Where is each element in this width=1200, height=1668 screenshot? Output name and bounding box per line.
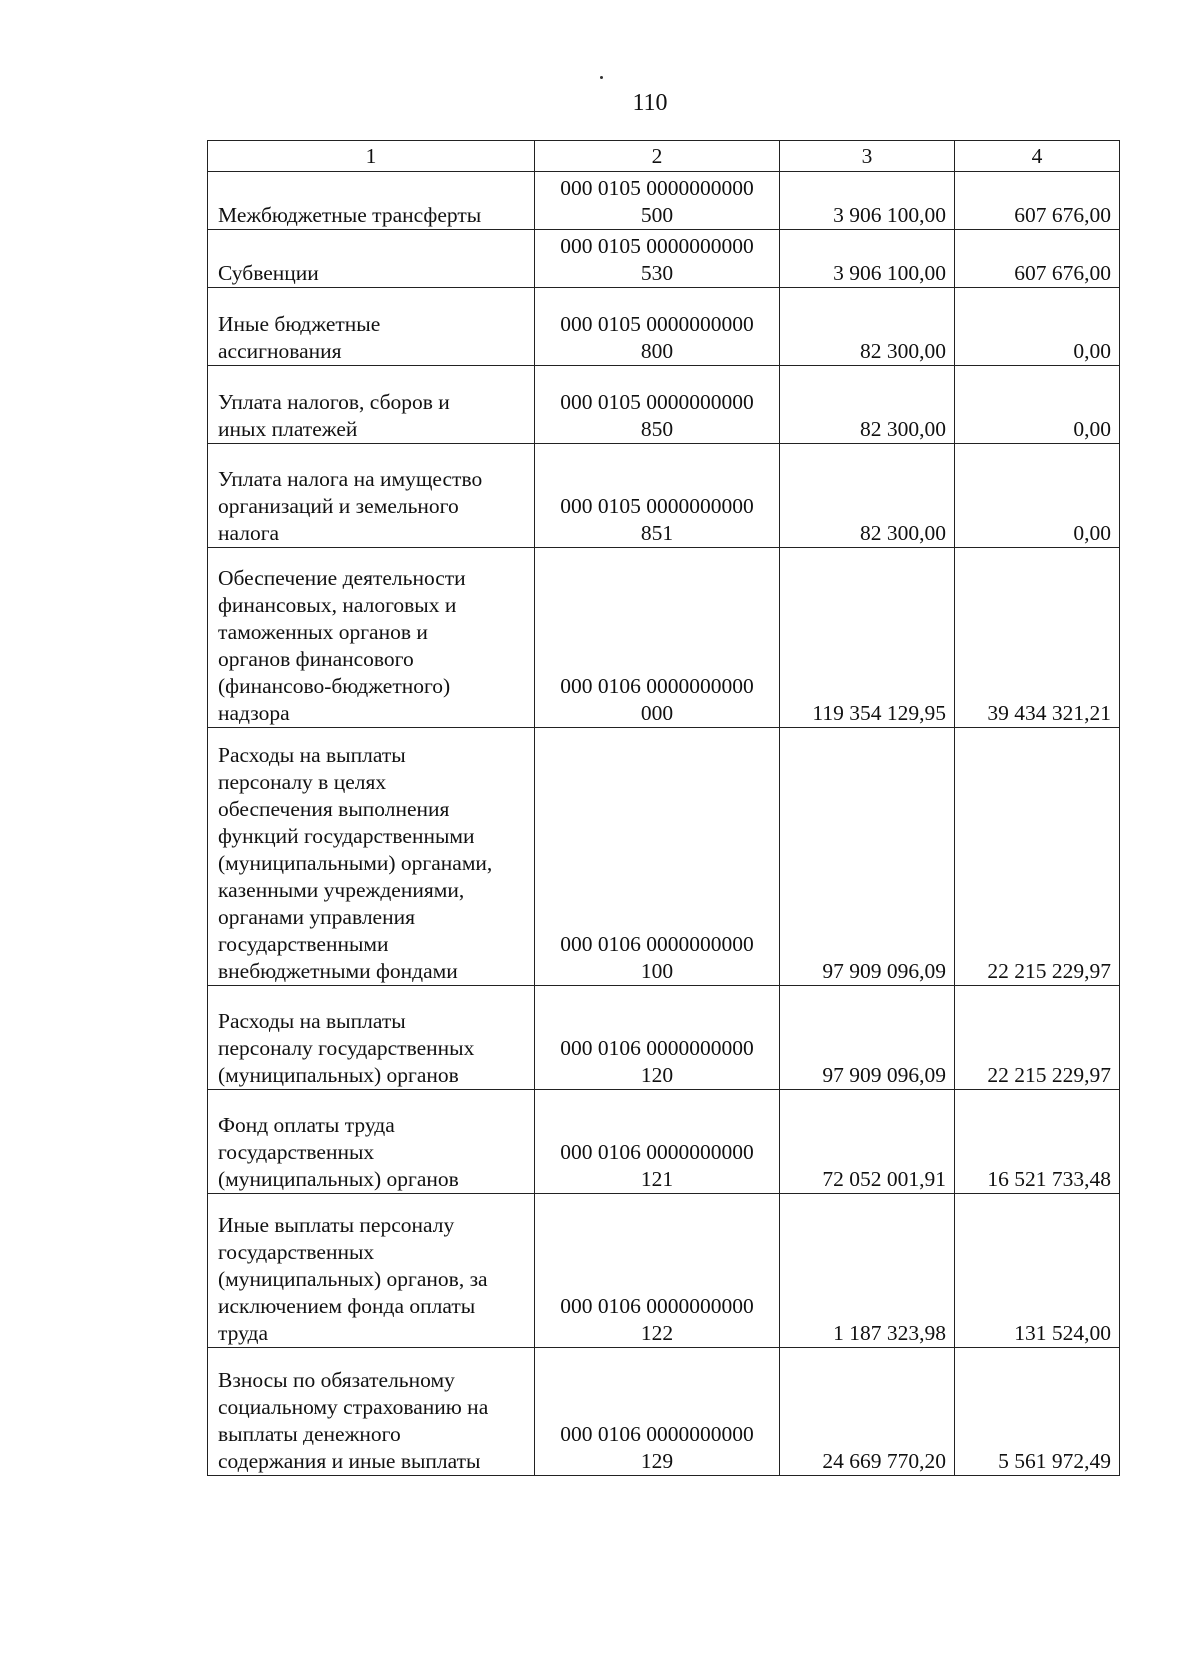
column-header-3: 3 <box>780 141 955 172</box>
table-row <box>208 366 1120 444</box>
row-name-line: Взносы по обязательному <box>218 1368 455 1392</box>
row-code-line: 129 <box>640 1449 674 1473</box>
row-code-line: 000 0105 0000000000 <box>560 234 754 258</box>
row-code-line: 500 <box>640 203 674 227</box>
budget-table <box>207 140 1120 1476</box>
row-name-cell <box>208 1194 535 1348</box>
row-name-line: органов финансового <box>218 647 414 671</box>
row-name-cell <box>208 366 535 444</box>
row-code-line: 530 <box>640 261 674 285</box>
row-name-cell <box>208 172 535 230</box>
table-row <box>208 1090 1120 1194</box>
header-row <box>208 141 1120 172</box>
row-name-line: Обеспечение деятельности <box>218 566 466 590</box>
row-name-line: государственных <box>218 1240 375 1264</box>
row-name-line: внебюджетными фондами <box>218 959 458 983</box>
row-code-line: 000 0106 0000000000 <box>560 932 754 956</box>
row-code-cell <box>535 728 780 986</box>
row-value-col4: 22 215 229,97 <box>955 986 1120 1090</box>
table-row <box>208 172 1120 230</box>
row-value-col3: 82 300,00 <box>780 288 955 366</box>
page-number: 110 <box>632 90 668 116</box>
row-name-cell <box>208 728 535 986</box>
table-row <box>208 230 1120 288</box>
row-name-line: иных платежей <box>218 417 358 441</box>
row-code-cell <box>535 1194 780 1348</box>
row-code-cell <box>535 1090 780 1194</box>
row-name-line: ассигнования <box>218 339 342 363</box>
row-code-cell <box>535 444 780 548</box>
table-body <box>208 172 1120 1476</box>
row-value-col4: 39 434 321,21 <box>955 548 1120 728</box>
row-value-col3: 72 052 001,91 <box>780 1090 955 1194</box>
row-name-line: Иные бюджетные <box>218 312 381 336</box>
row-name-line: социальному страхованию на <box>218 1395 489 1419</box>
table-row <box>208 986 1120 1090</box>
row-name-line: (финансово-бюджетного) <box>218 674 451 698</box>
row-value-col4: 0,00 <box>955 288 1120 366</box>
row-code-cell <box>535 172 780 230</box>
row-value-col4: 0,00 <box>955 444 1120 548</box>
row-name-cell <box>208 230 535 288</box>
row-code-cell <box>535 366 780 444</box>
row-name-line: Уплата налогов, сборов и <box>218 390 450 414</box>
row-code-line: 800 <box>640 339 674 363</box>
scan-speck <box>600 76 603 79</box>
row-name-line: функций государственными <box>218 824 475 848</box>
table-row <box>208 1348 1120 1476</box>
row-code-line: 000 0106 0000000000 <box>560 674 754 698</box>
row-code-line: 000 <box>640 701 674 725</box>
row-code-line: 000 0105 0000000000 <box>560 494 754 518</box>
row-name-line: (муниципальных) органов <box>218 1167 459 1191</box>
row-code-line: 000 0106 0000000000 <box>560 1422 754 1446</box>
table-row <box>208 548 1120 728</box>
row-name-cell <box>208 1348 535 1476</box>
row-value-col4: 22 215 229,97 <box>955 728 1120 986</box>
row-name-line: Расходы на выплаты <box>218 743 406 767</box>
column-header-4: 4 <box>955 141 1120 172</box>
row-code-cell <box>535 548 780 728</box>
row-name-line: исключением фонда оплаты <box>218 1294 476 1318</box>
row-value-col3: 82 300,00 <box>780 444 955 548</box>
row-name-line: казенными учреждениями, <box>218 878 465 902</box>
row-name-line: персоналу государственных <box>218 1036 475 1060</box>
row-value-col3: 119 354 129,95 <box>780 548 955 728</box>
row-value-col3: 24 669 770,20 <box>780 1348 955 1476</box>
row-value-col3: 82 300,00 <box>780 366 955 444</box>
row-name-line: Субвенции <box>218 261 319 285</box>
row-name-line: Расходы на выплаты <box>218 1009 406 1033</box>
row-value-col3: 1 187 323,98 <box>780 1194 955 1348</box>
row-name-line: таможенных органов и <box>218 620 428 644</box>
row-name-cell <box>208 288 535 366</box>
row-value-col4: 0,00 <box>955 366 1120 444</box>
row-code-line: 000 0105 0000000000 <box>560 312 754 336</box>
row-name-line: выплаты денежного <box>218 1422 401 1446</box>
row-code-line: 000 0105 0000000000 <box>560 390 754 414</box>
row-name-line: (муниципальными) органами, <box>218 851 493 875</box>
column-header-1: 1 <box>208 141 535 172</box>
row-code-line: 121 <box>640 1167 674 1191</box>
row-value-col3: 3 906 100,00 <box>780 230 955 288</box>
row-name-line: (муниципальных) органов <box>218 1063 459 1087</box>
row-value-col3: 97 909 096,09 <box>780 728 955 986</box>
row-code-line: 000 0106 0000000000 <box>560 1140 754 1164</box>
row-name-line: Фонд оплаты труда <box>218 1113 395 1137</box>
row-value-col4: 607 676,00 <box>955 230 1120 288</box>
row-name-line: государственных <box>218 1140 375 1164</box>
table-row <box>208 728 1120 986</box>
row-name-cell <box>208 1090 535 1194</box>
row-code-line: 000 0106 0000000000 <box>560 1294 754 1318</box>
row-name-line: Уплата налога на имущество <box>218 467 483 491</box>
row-code-line: 000 0106 0000000000 <box>560 1036 754 1060</box>
row-name-line: труда <box>218 1321 269 1345</box>
row-name-line: налога <box>218 521 280 545</box>
table-row <box>208 288 1120 366</box>
row-value-col4: 131 524,00 <box>955 1194 1120 1348</box>
row-code-cell <box>535 230 780 288</box>
row-value-col3: 3 906 100,00 <box>780 172 955 230</box>
row-code-line: 851 <box>640 521 674 545</box>
row-name-line: органами управления <box>218 905 415 929</box>
row-name-line: организаций и земельного <box>218 494 459 518</box>
row-name-line: обеспечения выполнения <box>218 797 450 821</box>
column-header-2: 2 <box>535 141 780 172</box>
row-name-line: (муниципальных) органов, за <box>218 1267 488 1291</box>
row-code-line: 850 <box>640 417 674 441</box>
row-name-cell <box>208 986 535 1090</box>
row-value-col4: 5 561 972,49 <box>955 1348 1120 1476</box>
row-code-cell <box>535 986 780 1090</box>
row-code-cell <box>535 288 780 366</box>
row-name-line: Иные выплаты персоналу <box>218 1213 455 1237</box>
row-code-cell <box>535 1348 780 1476</box>
row-name-line: финансовых, налоговых и <box>218 593 457 617</box>
row-name-line: государственными <box>218 932 389 956</box>
row-name-line: Межбюджетные трансферты <box>218 203 482 227</box>
row-value-col4: 607 676,00 <box>955 172 1120 230</box>
row-value-col4: 16 521 733,48 <box>955 1090 1120 1194</box>
row-code-line: 120 <box>640 1063 674 1087</box>
row-name-cell <box>208 548 535 728</box>
row-code-line: 100 <box>640 959 674 983</box>
row-code-line: 122 <box>640 1321 674 1345</box>
row-value-col3: 97 909 096,09 <box>780 986 955 1090</box>
row-code-line: 000 0105 0000000000 <box>560 176 754 200</box>
row-name-cell <box>208 444 535 548</box>
table-row <box>208 444 1120 548</box>
row-name-line: персоналу в целях <box>218 770 387 794</box>
table-row <box>208 1194 1120 1348</box>
row-name-line: надзора <box>218 701 290 725</box>
row-name-line: содержания и иные выплаты <box>218 1449 481 1473</box>
